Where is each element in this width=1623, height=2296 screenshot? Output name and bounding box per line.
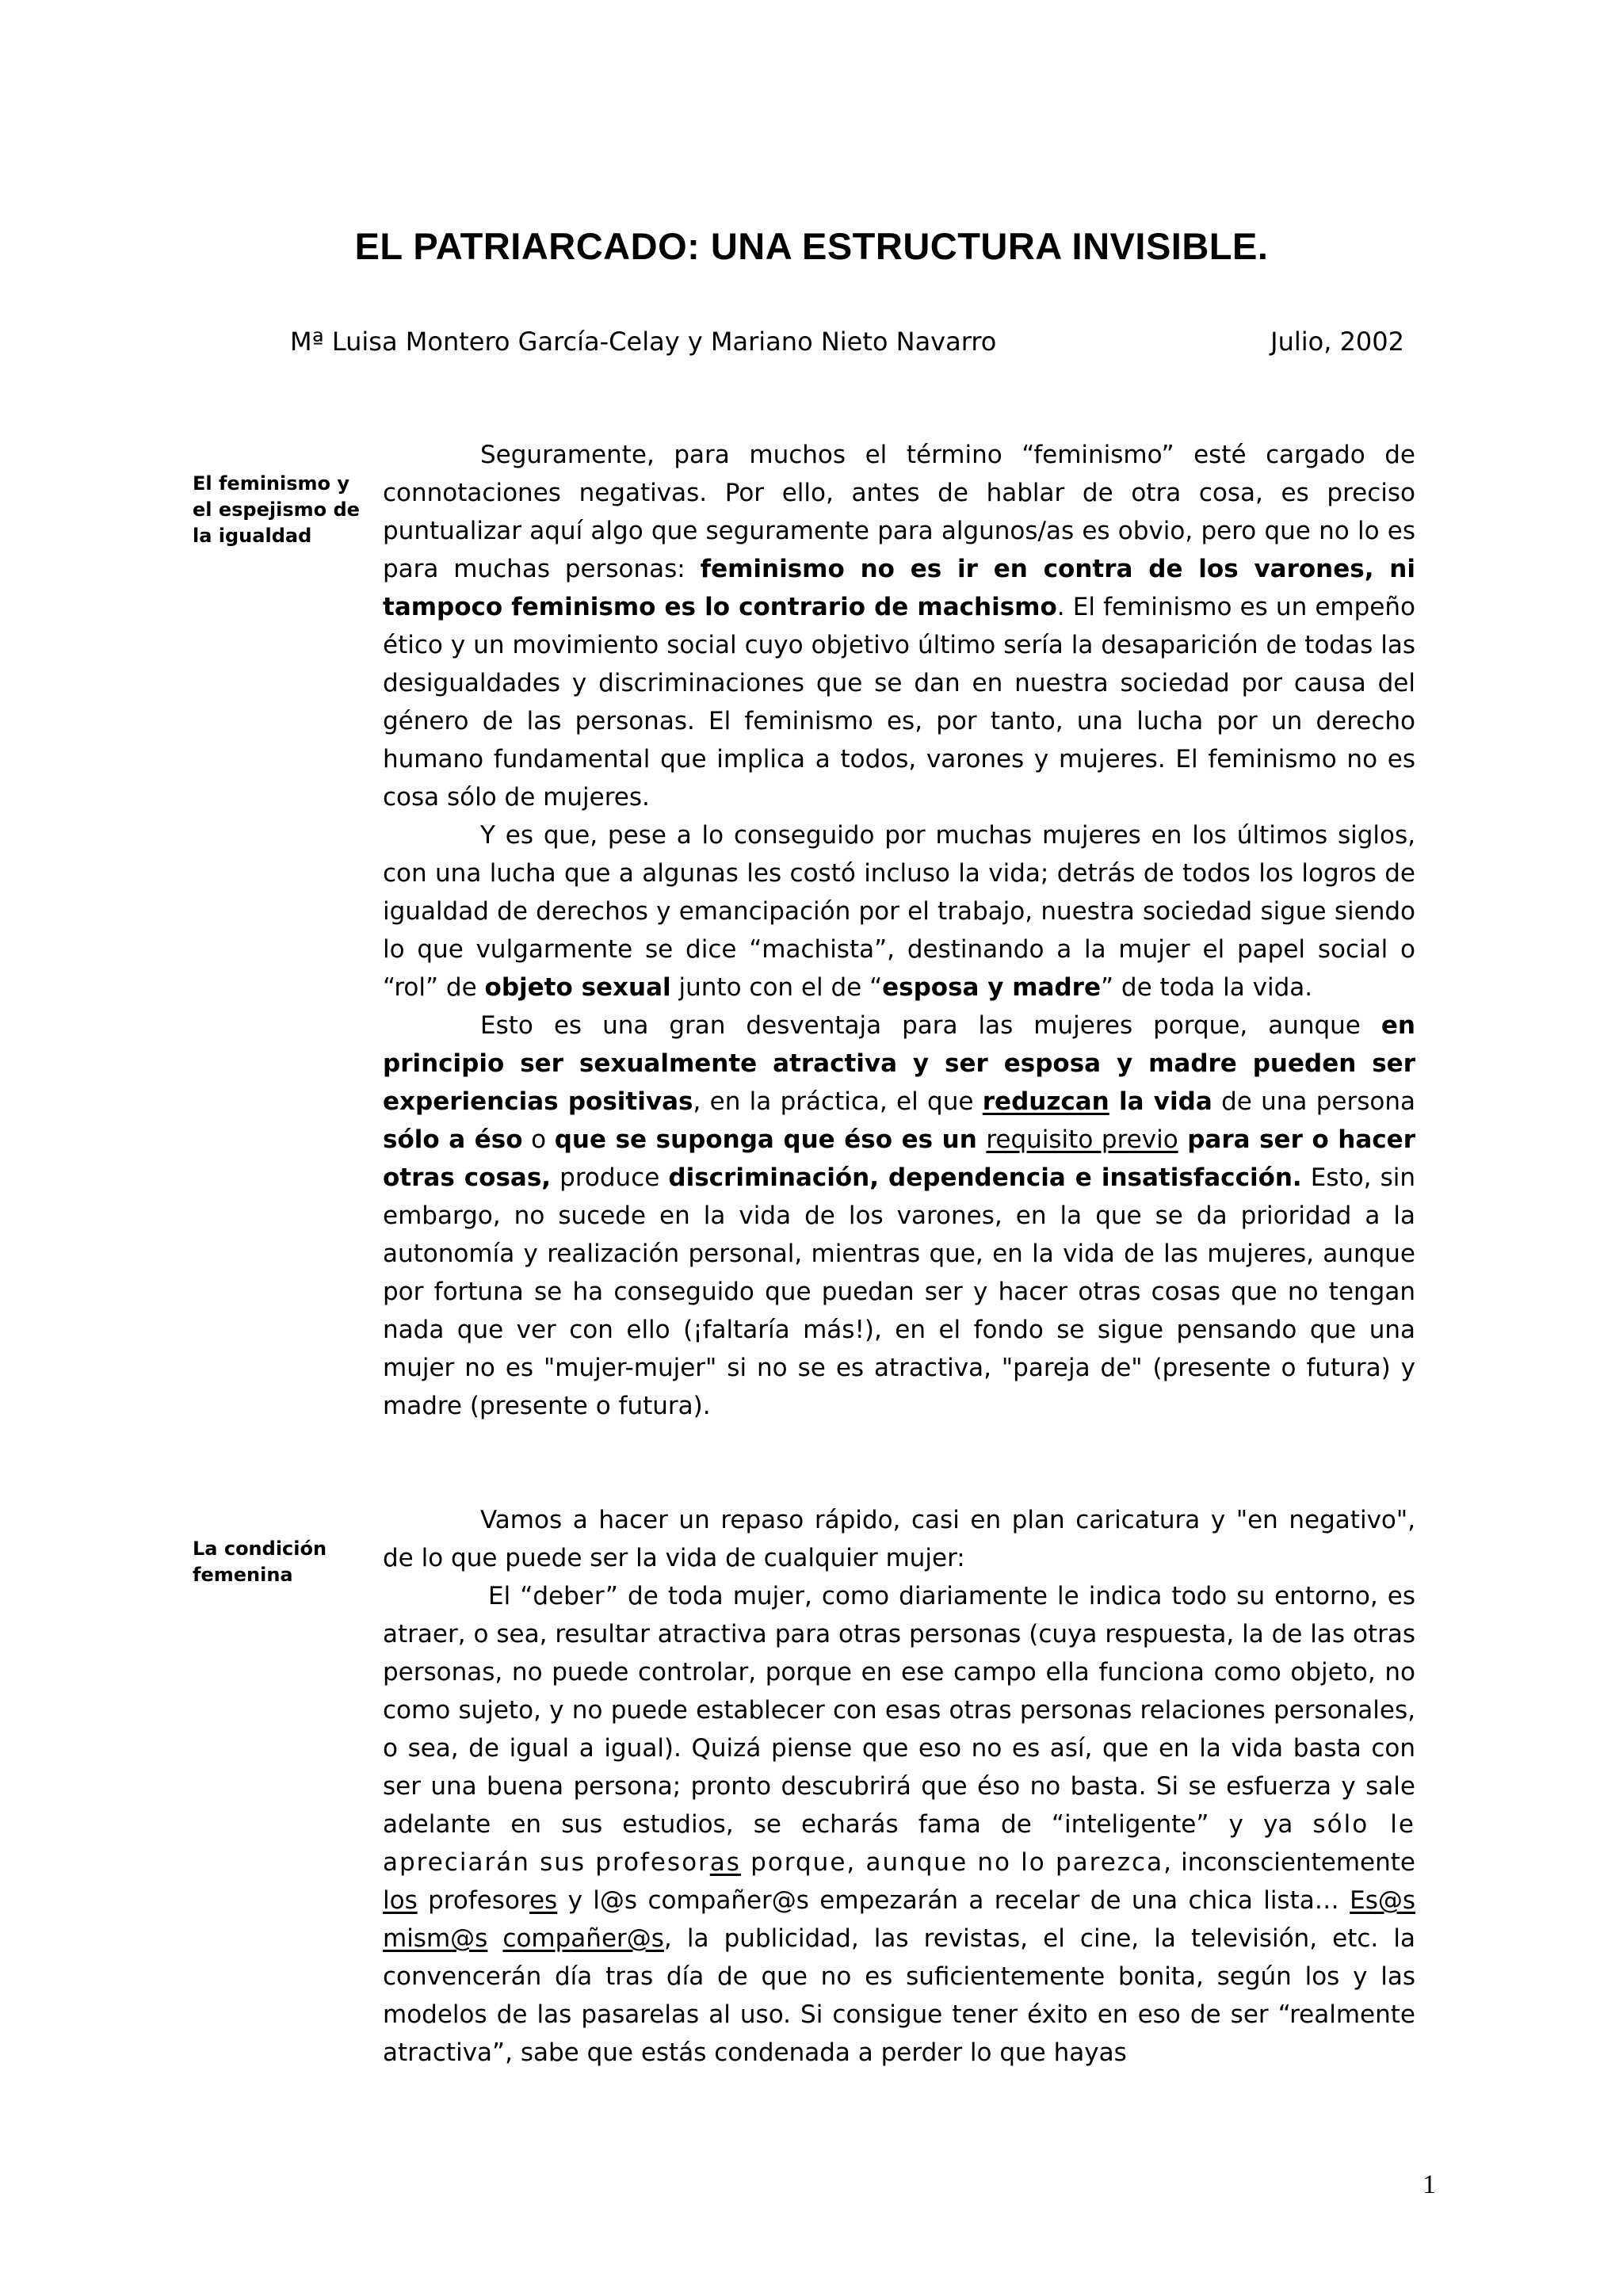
- paragraph: Y es que, pese a lo conseguido por muchas mujeres en los últimos siglos, con una lucha que a algunas les costó incluso la vida; detrás de todos los logros de igualdad de derechos y emancipación por el trabajo, nuestra sociedad sigue siendo lo que vulgarmente se dice “machista”, destinando a la mujer el papel social o “rol” de objeto sexual junto con el de “esposa y madre” de toda la vida.: [383, 821, 1415, 1002]
- margin-note-condicion: La condición femenina: [193, 1538, 327, 1586]
- paragraph: Seguramente, para muchos el término “feminismo” esté cargado de connotaciones negativas. Por ello, antes de hablar de otra cosa, es preciso puntualizar aquí algo que seguramente para algunos/as es obvio, pero que no lo es para muchas personas: feminismo no es ir en contra de los varones, ni tampoco feminismo es lo contrario de machismo. El feminismo es un empeño ético y un movimiento social cuyo objetivo último sería la desaparición de todas las desigualdades y discriminaciones que se dan en nuestra sociedad por causa del género de las personas. El feminismo es, por tanto, una lucha por un derecho humano fundamental que implica a todos, varones y mujeres. El feminismo no es cosa sólo de mujeres.: [383, 441, 1415, 812]
- margin-note-feminismo: El feminismo y el espejismo de la igualdad: [193, 472, 360, 547]
- document-title: EL PATRIARCADO: UNA ESTRUCTURA INVISIBLE.: [354, 225, 1269, 267]
- paragraph: Esto es una gran desventaja para las mujeres porque, aunque en principio ser sexualmente atractiva y ser esposa y madre pueden ser experiencias positivas, en la práctica, el que reduzcan la vida de una persona sólo a éso o que se suponga que éso es un requisito previo para ser o hacer otras cosas, produce discriminación, dependencia e insatisfacción. Esto, sin embargo, no sucede en la vida de los varones, en la que se da prioridad a la autonomía y realización personal, mientras que, en la vida de las mujeres, aunque por fortuna se ha conseguido que puedan ser y hacer otras cosas que no tengan nada que ver con ello (¡faltaría más!), en el fondo se sigue pensando que una mujer no es "mujer-mujer" si no se es atractiva, "pareja de" (presente o futura) y madre (presente o futura).: [383, 1011, 1416, 1420]
- paragraph: El “deber” de toda mujer, como diariamente le indica todo su entorno, es atraer, o sea, resultar atractiva para otras personas (cuya respuesta, la de las otras personas, no puede controlar, porque en ese campo ella funciona como objeto, no como sujeto, y no puede establecer con esas otras personas relaciones personales, o sea, de igual a igual). Quizá piense que eso no es así, que en la vida basta con ser una buena persona; pronto descubrirá que éso no basta. Si se esfuerza y sale adelante en sus estudios, se echarás fama de “inteligente” y ya sólo le apreciarán sus profesoras porque, aunque no lo parezca, inconscientemente los profesores y l@s compañer@s empezarán a recelar de una chica lista… Es@s mism@s compañer@s, la publicidad, las revistas, el cine, la televisión, etc. la convencerán día tras día de que no es suficientemente bonita, según los y las modelos de las pasarelas al uso. Si consigue tener éxito en eso de ser “realmente atractiva”, sabe que estás condenada a perder lo que hayas: [383, 1582, 1415, 2067]
- authors-line: Mª Luisa Montero García-Celay y Mariano Nieto Navarro: [290, 327, 997, 357]
- section-condicion-femenina: [383, 1501, 1415, 2072]
- section-feminismo: [383, 436, 1415, 1425]
- page-number: 1: [1423, 2170, 1436, 2199]
- paragraph: Vamos a hacer un repaso rápido, casi en plan caricatura y "en negativo", de lo que puede ser la vida de cualquier mujer:: [383, 1506, 1415, 1572]
- publication-date: Julio, 2002: [1270, 327, 1404, 357]
